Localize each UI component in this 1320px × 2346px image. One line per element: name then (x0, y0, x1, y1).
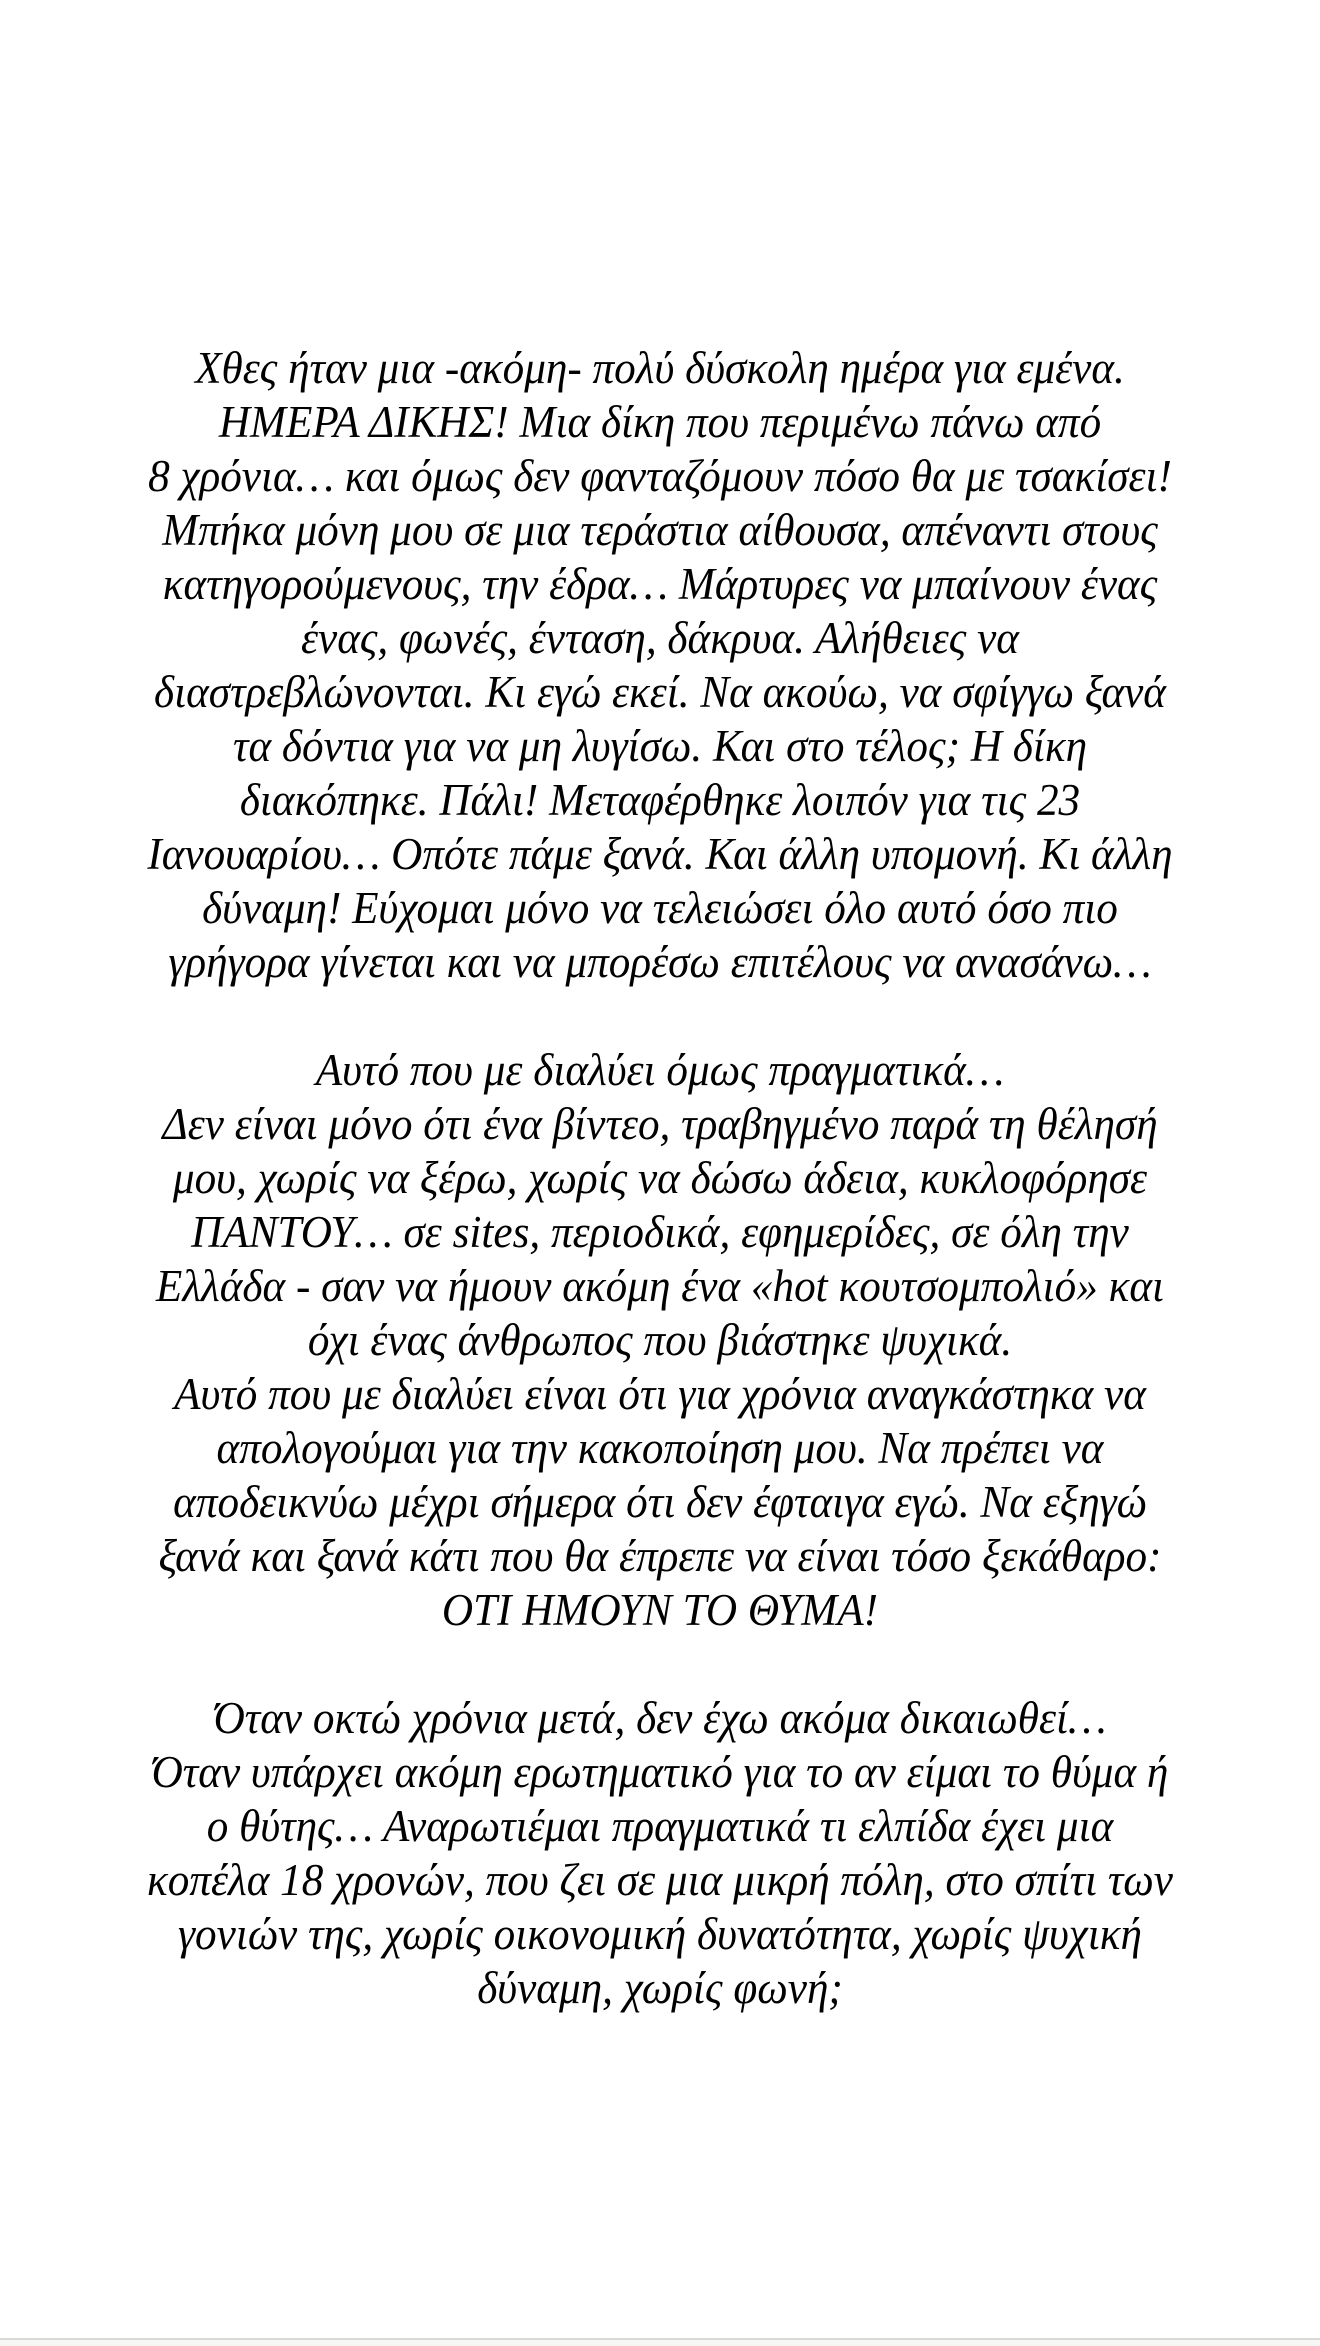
text-line: κοπέλα 18 χρονών, που ζει σε μια μικρή πόλη, στο σπίτι των (147, 1855, 1173, 1905)
text-line: Όταν υπάρχει ακόμη ερωτηματικό για το αν είμαι το θύμα ή (151, 1747, 1169, 1797)
text-line: ο θύτης… Αναρωτιέμαι πραγματικά τι ελπίδα έχει μια (206, 1801, 1114, 1851)
text-line: δύναμη! Εύχομαι μόνο να τελειώσει όλο αυτό όσο πιο (202, 883, 1118, 933)
text-line: διαστρεβλώνονται. Κι εγώ εκεί. Να ακούω, να σφίγγω ξανά (154, 667, 1166, 717)
text-line: ένας, φωνές, ένταση, δάκρυα. Αλήθειες να (301, 613, 1019, 663)
text-line: 8 χρόνια… και όμως δεν φανταζόμουν πόσο θα με τσακίσει! (148, 451, 1172, 501)
text-line: Αυτό που με διαλύει όμως πραγματικά… (315, 1045, 1005, 1095)
text-line: Ελλάδα - σαν να ήμουν ακόμη ένα «hot κουτσομπολιό» και (155, 1261, 1165, 1311)
text-line: ΗΜΕΡΑ ΔΙΚΗΣ! Μια δίκη που περιμένω πάνω από (218, 397, 1102, 447)
text-line: Ιανουαρίου… Οπότε πάμε ξανά. Και άλλη υπομονή. Κι άλλη (147, 829, 1173, 879)
text-line: διακόπηκε. Πάλι! Μεταφέρθηκε λοιπόν για τις 23 (239, 775, 1081, 825)
text-line: Χθες ήταν μια -ακόμη- πολύ δύσκολη ημέρα για εμένα. (195, 343, 1125, 393)
bottom-edge-strip (0, 2340, 1320, 2346)
text-line: γονιών της, χωρίς οικονομική δυνατότητα, χωρίς ψυχική (178, 1909, 1142, 1959)
text-line: ξανά και ξανά κάτι που θα έπρεπε να είναι τόσο ξεκάθαρο: (158, 1531, 1162, 1581)
paragraph (26, 341, 1293, 989)
text-line: γρήγορα γίνεται και να μπορέσω επιτέλους να ανασάνω… (168, 937, 1152, 987)
story-text (26, 341, 1293, 2015)
text-line: αποδεικνύω μέχρι σήμερα ότι δεν έφταιγα εγώ. Να εξηγώ (173, 1477, 1147, 1527)
text-line: τα δόντια για να μη λυγίσω. Και στο τέλος; Η δίκη (232, 721, 1088, 771)
text-line: απολογούμαι για την κακοποίηση μου. Να πρέπει να (216, 1423, 1104, 1473)
text-line: Όταν οκτώ χρόνια μετά, δεν έχω ακόμα δικαιωθεί… (213, 1693, 1107, 1743)
text-line: κατηγορούμενους, την έδρα… Μάρτυρες να μπαίνουν ένας (162, 559, 1158, 609)
paragraph (26, 1691, 1293, 2015)
text-line: μου, χωρίς να ξέρω, χωρίς να δώσω άδεια, κυκλοφόρησε (172, 1153, 1148, 1203)
paragraph (26, 1043, 1293, 1637)
text-line: Μπήκα μόνη μου σε μια τεράστια αίθουσα, απέναντι στους (162, 505, 1158, 555)
text-line: ΠΑΝΤΟΥ… σε sites, περιοδικά, εφημερίδες, σε όλη την (191, 1207, 1129, 1257)
text-line: Αυτό που με διαλύει είναι ότι για χρόνια αναγκάστηκα να (174, 1369, 1146, 1419)
text-line: δύναμη, χωρίς φωνή; (477, 1963, 843, 2013)
text-line: Δεν είναι μόνο ότι ένα βίντεο, τραβηγμένο παρά τη θέλησή (162, 1099, 1158, 1149)
text-line: όχι ένας άνθρωπος που βιάστηκε ψυχικά. (307, 1315, 1013, 1365)
text-line: ΟΤΙ ΗΜΟΥΝ ΤΟ ΘΥΜΑ! (441, 1585, 879, 1635)
